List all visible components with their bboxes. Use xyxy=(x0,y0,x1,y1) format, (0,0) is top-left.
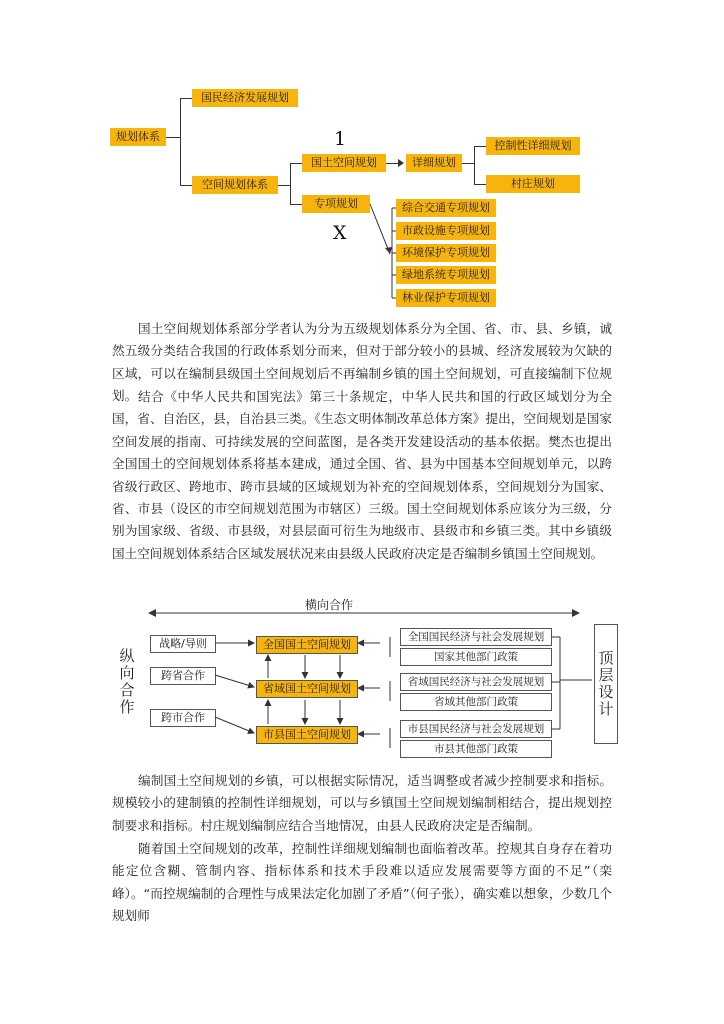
mark-x: X xyxy=(333,222,347,244)
provincial-land-plan-box: 省域国土空间规划 xyxy=(256,680,358,698)
city-other-policy-box: 市县其他部门政策 xyxy=(400,740,552,758)
special-plan-box: 专项规划 xyxy=(302,195,370,213)
paragraph-3: 编制国土空间规划的乡镇，可以根据实际情况，适当调整或者减少控制要求和指标。规模较小的建制镇的控制性详细规划，可以与乡镇国土空间规划编制相结合，提出规划控制要求和指标。村庄规划编制应结合当地情况，由县人民政府决定是否编制。 xyxy=(112,773,612,833)
special-green-box: 绿地系统专项规划 xyxy=(396,266,496,284)
paragraph-1: 国土空间规划体系部分学者认为分为五级规划体系分为全国、省、市、县、乡镇，诚然五级分类结合我国的行政体系划分而来，但对于部分较小的县城、经济发展较为欠缺的区域，可以在编制县级国土空间规划后不再编制乡镇的国土空间规划，可直接编制下位规划。 xyxy=(112,321,612,404)
control-detail-plan-box: 控制性详细规划 xyxy=(486,137,580,155)
national-land-plan-box: 全国国土空间规划 xyxy=(256,636,358,654)
vertical-cooperation-label: 纵向合作 xyxy=(119,647,135,716)
national-economy-social-box: 全国国民经济与社会发展规划 xyxy=(400,628,552,646)
provincial-economy-social-box: 省域国民经济与社会发展规划 xyxy=(400,673,552,691)
mark-one: 1 xyxy=(334,128,347,150)
horizontal-cooperation-label: 横向合作 xyxy=(305,598,354,612)
root-box: 规划体系 xyxy=(110,128,166,146)
paragraph-2: 结合《中华人民共和国宪法》第三十条规定，中华人民共和国的行政区域划分为全国，省、自治区，县，自治县三类。《生态文明体制改革总体方案》提出，空间规划是国家空间发展的指南、可持续发展的空间蓝图，是各类开发建设活动的基本依据。樊杰也提出全国国土的空间规划体系将基本建成，通过全国、省、县为中国基本空间规划单元，以跨省级行政区、跨地市、跨市县域的区域规划为补充的空间规划体系，空间规划分为国家、省、市县（设区的市空间规划范围为市辖区）三级。国土空间规划体系应该分为三级，分别为国家级、省级、市县级，对县层面可衍生为地级市、县级市和乡镇三类。其中乡镇级国土空间规划体系结合区域发展状况来由县级人民政府决定是否编制乡镇国土空间规划。 xyxy=(112,389,612,561)
coordination-connectors xyxy=(140,620,610,760)
village-plan-box: 村庄规划 xyxy=(486,175,580,193)
land-space-plan-box: 国土空间规划 xyxy=(302,154,386,172)
strategy-guideline-box: 战略/导则 xyxy=(150,635,216,653)
special-plan-connector xyxy=(368,200,398,302)
provincial-other-policy-box: 省域其他部门政策 xyxy=(400,693,552,711)
horizontal-arrow xyxy=(148,606,580,620)
national-other-policy-box: 国家其他部门政策 xyxy=(400,648,552,666)
special-transport-box: 综合交通专项规划 xyxy=(396,199,496,217)
cross-province-box: 跨省合作 xyxy=(150,667,216,685)
cross-city-box: 跨市合作 xyxy=(150,709,216,727)
city-economy-social-box: 市县国民经济与社会发展规划 xyxy=(400,720,552,738)
special-forest-box: 林业保护专项规划 xyxy=(396,289,496,307)
top-design-label: 顶层设计 xyxy=(598,649,614,718)
city-county-land-plan-box: 市县国土空间规划 xyxy=(256,726,358,744)
special-environment-box: 环境保护专项规划 xyxy=(396,244,496,262)
national-economy-plan-box: 国民经济发展规划 xyxy=(192,89,298,107)
spatial-plan-system-box: 空间规划体系 xyxy=(192,176,278,194)
special-municipal-box: 市政设施专项规划 xyxy=(396,222,496,240)
paragraph-4: 随着国土空间规划的改革，控制性详细规划编制也面临着改革。控规其自身存在着功能定位含糊、管制内容、指标体系和技术手段难以适应发展需要等方面的不足”（栾峰）。“而控规编制的合理性与成果法定化加剧了矛盾”（何子张），确实难以想象，少数几个规划师 xyxy=(112,841,612,924)
detail-plan-box: 详细规划 xyxy=(406,154,462,172)
